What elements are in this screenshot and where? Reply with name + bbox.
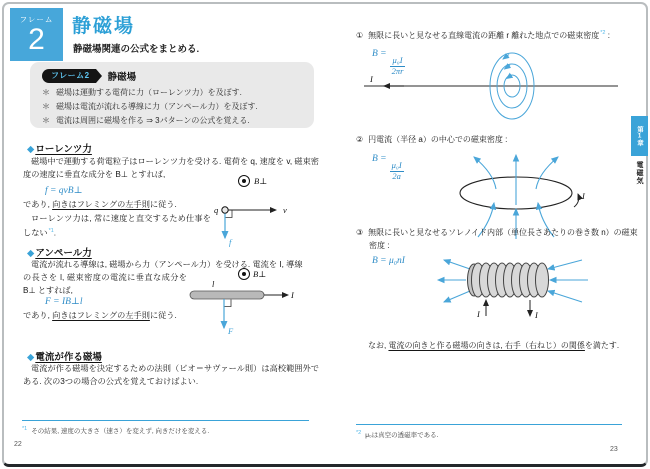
footnote-ref: *2: [600, 30, 606, 37]
bullet-marker: ＊: [42, 116, 50, 126]
bullet-marker: ＊: [42, 87, 50, 97]
velocity-label: v: [283, 205, 287, 215]
field-line: [536, 157, 558, 189]
summary-box: [30, 62, 314, 128]
summary-bullet: [42, 88, 302, 98]
item-straight-wire: [356, 30, 610, 41]
left-footnote: [22, 426, 209, 435]
straight-wire-field-diagram: [360, 52, 622, 126]
section-heading-text: アンペール力: [35, 248, 92, 259]
lorentz-note: [23, 212, 211, 240]
current-label: I: [291, 290, 294, 300]
diamond-icon: ◆: [27, 248, 35, 259]
field-out-of-page-icon: [239, 176, 250, 187]
diamond-icon: ◆: [27, 144, 35, 155]
footnote-ref: *1: [22, 426, 28, 432]
item-number: ①: [356, 31, 364, 40]
current-label: I: [582, 191, 585, 201]
section-heading-text: ローレンツ力: [35, 144, 92, 155]
making-body: 電流が作る磁場を決定するための法則（ビオ＝サヴァール則）は高校範囲外である. 次の3つの場合の公式を覚えておけばよい.: [23, 364, 319, 386]
numerator: μ₀I: [392, 55, 403, 65]
field-line: [444, 260, 470, 269]
denominator: 2a: [392, 170, 401, 181]
frame-number: 2: [28, 23, 45, 56]
text: なお,: [368, 341, 389, 350]
ampere-body-line2: の長さを l, 磁束密度の電流に垂直な成分を B⊥ とすれば,: [23, 273, 187, 295]
footnote-divider: [22, 420, 309, 421]
section-heading-text: 電流が作る磁場: [35, 352, 102, 363]
lorentz-force-diagram: [212, 172, 312, 248]
current-label: I: [477, 309, 480, 319]
item-number: ②: [356, 135, 364, 144]
frame-tag-arrow-icon: [96, 69, 102, 83]
force-label: F: [228, 326, 234, 336]
item-text: 無限に長いと見なせるソレノイド内部（単位長さあたりの巻き数 n）の磁束密度 :: [368, 228, 638, 250]
charge-label: q: [214, 205, 219, 215]
page-number-right: 23: [610, 446, 618, 453]
ampere-after: [23, 309, 191, 322]
lorentz-formula: f = qvB⊥: [45, 186, 83, 196]
formula-circular-current: [372, 154, 404, 182]
force-label: f: [229, 237, 232, 247]
text: に従う.: [149, 200, 177, 209]
item-text: 円電流（半径 a）の中心での磁束密度 :: [368, 135, 508, 144]
field-line: [548, 260, 582, 269]
underlined-text: 電流の向きと作る磁場の向きは, 右手（右ねじ）の関係: [388, 341, 585, 350]
field-line: [548, 291, 582, 302]
section-heading-lorentz: [27, 141, 92, 155]
bullet-text: 磁場は運動する電荷に力（ローレンツ力）を及ぼす.: [56, 87, 242, 97]
fraction: [390, 161, 404, 182]
underlined-text: 向きはフレミングの左手則: [52, 311, 150, 320]
summary-bullet: [42, 102, 302, 112]
current-label: I: [535, 310, 538, 320]
lorentz-after: [23, 198, 177, 211]
text: .: [53, 228, 57, 238]
text: に従う.: [149, 311, 177, 320]
footnote-ref: *2: [356, 430, 362, 436]
underlined-text: 向きはフレミングの左手則: [52, 200, 150, 209]
summary-title: 静磁場: [107, 72, 137, 84]
wire-rod: [190, 291, 264, 299]
lorentz-body: 磁場中で運動する荷電粒子はローレンツ力を受ける. 電荷を q, 速度を v, 磁束密度の速度に垂直な成分を B⊥ とすれば,: [23, 157, 319, 179]
formula-lhs: B =: [372, 49, 387, 59]
ampere-formula: F = IB⊥l: [45, 297, 83, 307]
chapter-tab-subject: 電磁気: [636, 161, 643, 185]
right-footnote: [356, 430, 438, 439]
field-label: B⊥: [254, 176, 268, 186]
section-heading-making: [27, 349, 102, 363]
current-label: I: [370, 74, 373, 84]
page-title: 静磁場: [72, 16, 136, 37]
footnote-text: μ₀は真空の透磁率である.: [365, 432, 439, 440]
numerator: μ₀I: [391, 160, 402, 170]
item-circular-current: [356, 134, 507, 145]
item-colon: :: [605, 31, 610, 40]
page-subtitle: 静磁場関連の公式をまとめる.: [73, 44, 200, 55]
footnote-text: その結果, 速度の大きさ（速さ）を変えず, 向きだけを変える.: [31, 428, 210, 436]
frame-word: フレーム: [19, 15, 54, 24]
text: であり,: [23, 311, 53, 320]
formula-lhs: B =: [372, 154, 387, 164]
bullet-marker: ＊: [42, 101, 50, 111]
denominator: 2πr: [391, 65, 404, 76]
chapter-tab: 第1章: [631, 116, 648, 156]
footnote-ref: *1: [48, 228, 54, 234]
field-line: [444, 291, 470, 302]
section-heading-ampere: [27, 245, 92, 259]
item-text: 無限に長いと見なせる直線電流の距離 r 離れた地点での磁束密度: [368, 31, 600, 40]
right-angle-mark: [224, 300, 231, 307]
bullet-text: 磁場は電流が流れる導線に力（アンペール力）を及ぼす.: [56, 101, 258, 111]
field-line: [474, 157, 496, 189]
solenoid-field-diagram: [430, 258, 622, 338]
page-number-left: 22: [14, 441, 22, 448]
field-label: B⊥: [253, 269, 267, 279]
ampere-force-diagram: [185, 266, 297, 336]
charge-dot: [222, 207, 228, 213]
closing-note: [368, 340, 619, 351]
footnote-divider: [356, 424, 622, 425]
frame-tag: フレーム2: [42, 69, 96, 83]
text: であり,: [23, 200, 53, 209]
coil-loop: [536, 263, 549, 297]
summary-bullet: [42, 116, 302, 126]
text: ローレンツ力は, 常に速度と直交するため仕事をしない: [23, 214, 211, 238]
length-label: l: [212, 279, 215, 289]
diamond-icon: ◆: [27, 352, 35, 363]
text: を満たす.: [584, 341, 620, 350]
item-solenoid: [356, 226, 639, 252]
formula-solenoid: B = μ₀nI: [372, 256, 405, 266]
ampere-body-line1: 電流が流れる導線は, 磁場から力（アンペール力）を受ける. 電流を I, 導線: [31, 260, 303, 269]
summary-header: [42, 69, 302, 83]
field-out-of-page-icon: [239, 269, 250, 280]
bullet-text: 電流は周囲に磁場を作る ⇒ 3パターンの公式を覚える.: [56, 116, 250, 126]
item-number: ③: [356, 228, 364, 237]
frame-number-box: [10, 8, 63, 61]
current-direction-arrow: [574, 194, 579, 207]
